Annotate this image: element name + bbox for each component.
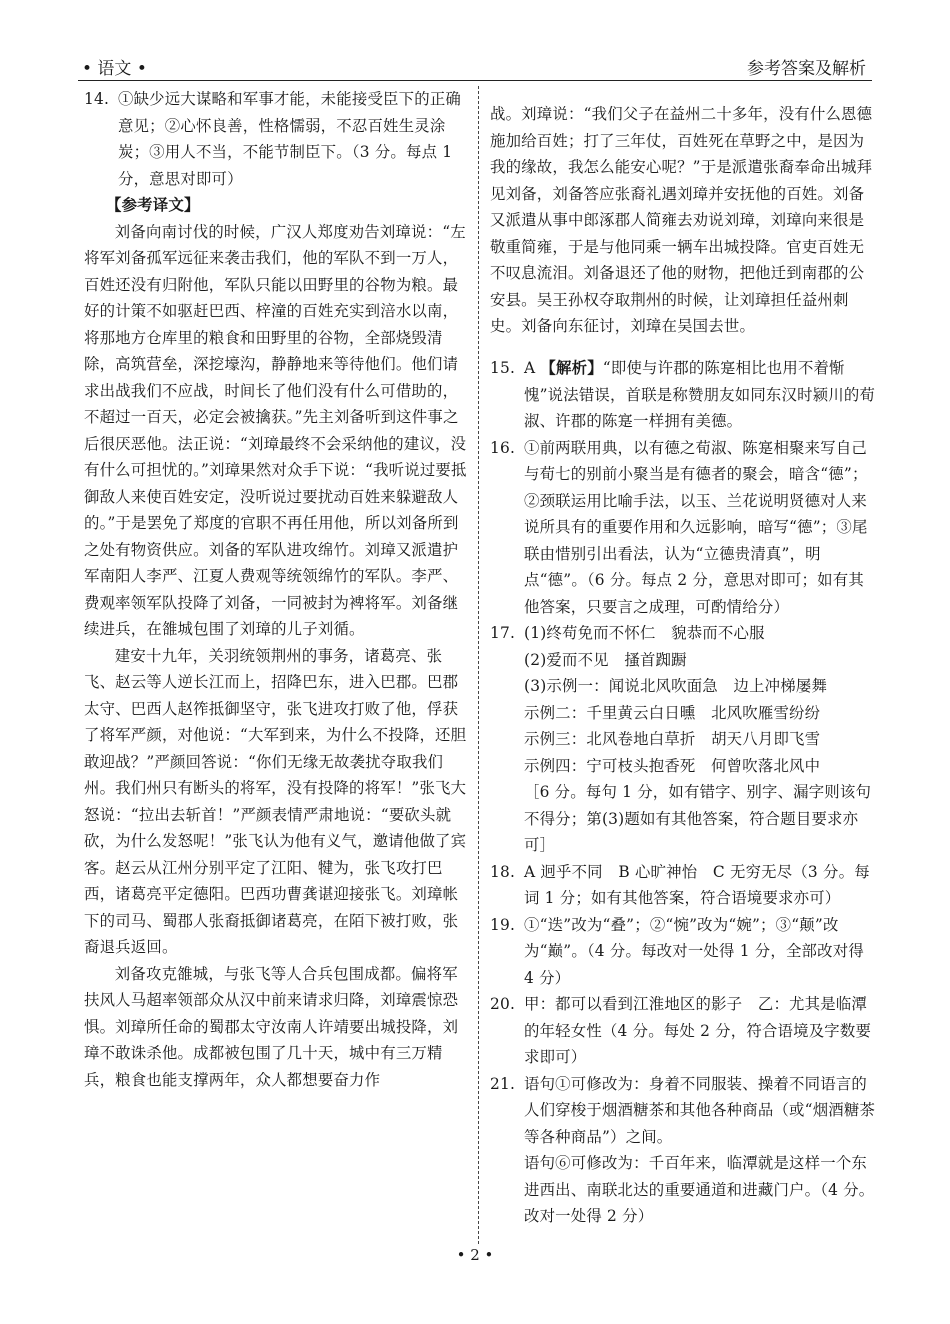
answer-line: 示例四：宁可枝头抱香死 何曾吹落北风中 [524,756,821,775]
answer-text: A 迥乎不同 B 心旷神怡 C 无穷无尽（3 分。每词 1 分；如有其他答案，符合语境要求亦可） [524,862,870,908]
scoring-note: ［6 分。每句 1 分，如有错字、别字、漏字则该句不得分；第(3)题如有其他答案，符合题目要求亦可］ [524,783,872,855]
question-number: 21. [490,1074,516,1093]
answer-text: ①缺少远大谋略和军事才能，未能接受臣下的正确意见；②心怀良善，性格懦弱，不忍百姓生灵涂炭；③用人不当，不能节制臣下。（3 分。每点 1 分，意思对即可） [118,90,461,188]
answer-text: 甲：都可以看到江淮地区的影子 乙：尤其是临潭的年轻女性（4 分。每处 2 分，符合语境及字数要求即可） [524,995,872,1067]
right-column [490,86,876,1230]
question-number: 17. [490,624,516,643]
analysis-tag: 【解析】 [540,359,603,378]
left-column [84,86,469,1093]
answer-15 [490,355,876,435]
answer-text: ①“迭”改为“叠”；②“惋”改为“婉”；③“颠”改为“巅”。（4 分。每改对一处得 1 分，全部改对得 4 分） [524,915,864,987]
column-divider [478,86,479,1244]
answer-14 [84,86,469,192]
answer-21 [490,1071,876,1230]
answer-17 [490,620,876,859]
answer-16 [490,435,876,621]
subject-label: • 语文 • [82,59,147,79]
question-number: 19. [490,915,516,934]
answer-line: (3)示例一：闻说北风吹面急 边上冲梯屡舞 [524,677,828,696]
answer-line: 示例二：千里黄云白日曛 北风吹雁雪纷纷 [524,703,821,722]
answer-line: 语句⑥可修改为：千百年来，临潭就是这样一个东进西出、南联北达的重要通道和进藏门户。（4 分。改对一处得 2 分） [524,1154,875,1226]
page-header [78,50,872,81]
question-number: 14. [84,90,110,108]
translation-continuation: 战。刘璋说：“我们父子在益州二十多年，没有什么恩德施加给百姓；打了三年仗，百姓死在草野之中，是因为我的缘故，我怎么能安心呢？”于是派遣张裔奉命出城拜见刘备，刘备答应张裔礼遇刘璋并安抚他的百姓。刘备又派遣从事中郎涿郡人简雍去劝说刘璋，刘璋向来很是敬重简雍，于是与他同乘一辆车出城投降。官吏百姓无不叹息流泪。刘备退还了他的财物，把他迁到南郡的公安县。吴王孙权夺取荆州的时候，让刘璋担任益州刺史。刘备向东征讨，刘璋在吴国去世。 [490,105,873,336]
answer-line: 语句①可修改为：身着不同服装、操着不同语言的人们穿梭于烟酒糖茶和其他各种商品（或“烟酒糖茶等各种商品”）之间。 [524,1074,876,1146]
question-number: 15. [490,359,516,378]
translation-paragraph-3: 刘备攻克雒城，与张飞等人合兵包围成都。偏将军扶风人马超率领部众从汉中前来请求归降，刘璋震惊恐惧。刘璋所任命的蜀郡太守汝南人许靖要出城投降，刘璋不敢诛杀他。成都被包围了几十天，城中有三万精兵，粮食也能支撑两年，众人都想要奋力作 [84,964,459,1089]
answer-19 [490,912,876,992]
answer-line: (2)爱而不见 搔首踟蹰 [524,650,687,669]
translation-heading: 【参考译文】 [106,196,200,214]
question-number: 20. [490,995,516,1014]
translation-paragraph-1: 刘备向南讨伐的时候，广汉人郑度劝告刘璋说：“左将军刘备孤军远征来袭击我们，他的军队不到一万人，百姓还没有归附他，军队只能以田野里的谷物为粮。最好的计策不如驱赶巴西、梓潼的百姓充实到涪水以南，将那地方仓库里的粮食和田野里的谷物，全部烧毁清除，高筑营垒，深挖壕沟，静静地来等待他们。他们请求出战我们不应战，时间长了他们没有什么可借助的，不超过一百天，必定会被擒获。”先主刘备听到这件事之后很厌恶他。法正说：“刘璋最终不会采纳他的建议，没有什么可担忧的。”刘璋果然对众手下说：“我听说过要抵御敌人来使百姓安定，没听说过要扰动百姓来躲避敌人的。”于是罢免了郑度的官职不再任用他，所以刘备所到之处有物资供应。刘备的军队进攻绵竹。刘璋又派遣护军南阳人李严、江夏人费观等统领绵竹的军队。李严、费观率领军队投降了刘备，一同被封为裨将军。刘备继续进兵，在雒城包围了刘璋的儿子刘循。 [84,222,467,638]
page-number: • 2 • [456,1246,494,1264]
answer-line: (1)终苟免而不怀仁 貌恭而不心服 [524,624,765,643]
answer-text: “即使与许郡的陈寔相比也用不着惭愧”说法错误，首联是称赞朋友如同东汉时颍川的荀淑、许郡的陈寔一样拥有美德。 [524,359,876,431]
answer-line: 示例三：北风卷地白草折 胡天八月即飞雪 [524,730,821,749]
translation-paragraph-2: 建安十九年，关羽统领荆州的事务，诸葛亮、张飞、赵云等人逆长江而上，招降巴东，进入巴郡。巴郡太守、巴西人赵筰抵御坚守，张飞进攻打败了他，俘获了将军严颜，对他说：“大军到来，为什么不投降，还胆敢迎战？”严颜回答说：“你们无缘无故袭扰夺取我们州。我们州只有断头的将军，没有投降的将军！”张飞大怒说：“拉出去斩首！”严颜表情严肃地说：“要砍头就砍，为什么发怒呢！”张飞认为他有义气，邀请他做了宾客。赵云从江州分别平定了江阳、犍为，张飞攻打巴西，诸葛亮平定德阳。巴西功曹龚谌迎接张飞。刘璋帐下的司马、蜀郡人张裔抵御诸葛亮，在陌下被打败，张裔退兵返回。 [84,646,467,956]
answer-choice: A [524,359,536,378]
answer-20 [490,991,876,1071]
answer-18 [490,859,876,912]
question-number: 16. [490,438,516,457]
question-number: 18. [490,862,516,881]
section-title: 参考答案及解析 [747,59,866,79]
answer-text: ①前两联用典，以有德之荀淑、陈寔相聚来写自己与荀七的别前小聚当是有德者的聚会，暗含“德”；②颈联运用比喻手法，以玉、兰花说明贤德对人来说所具有的重要作用和久远影响，暗写“德”；③尾联由惜别引出看法，认为“立德贵清真”，明点“德”。（6 分。每点 2 分，意思对即可；如有其他答案，只要言之成理，可酌情给分） [524,438,868,616]
